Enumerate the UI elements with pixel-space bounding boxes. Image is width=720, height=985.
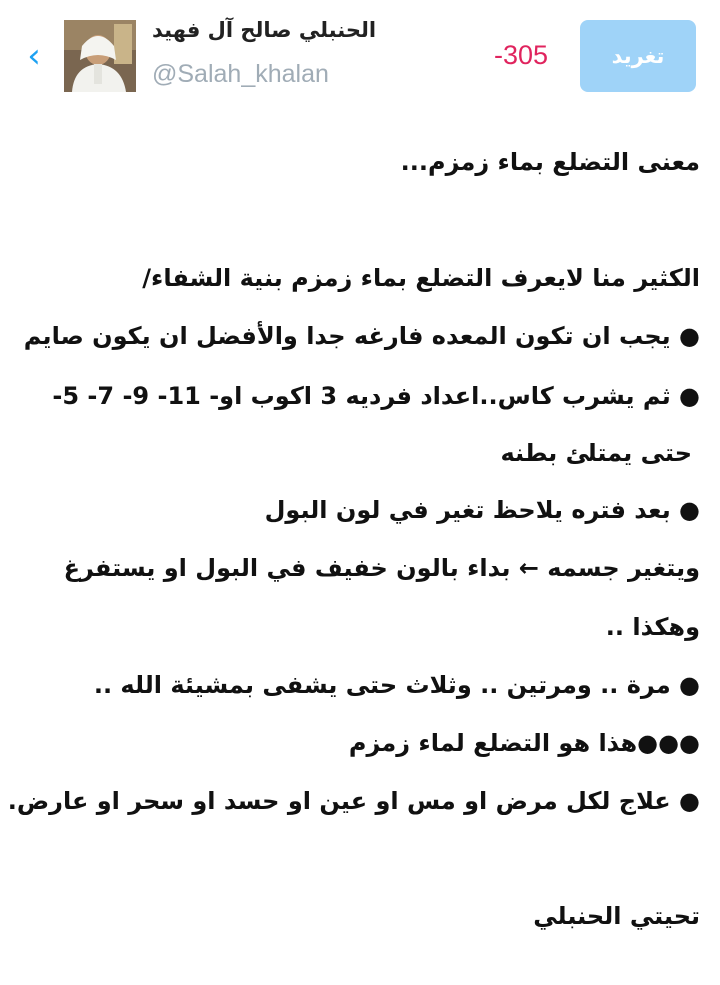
compose-header [0, 0, 720, 120]
tweet-line: ويتغير جسمه ← بداء بالون خفيف في البول او يستفرغ [63, 554, 700, 582]
tweet-line: الكثير منا لايعرف التضلع بماء زمزم بنية الشفاء/ [142, 264, 700, 292]
avatar-photo [64, 20, 136, 92]
tweet-line: ● بعد فتره يلاحظ تغير في لون البول [264, 496, 700, 524]
tweet-button[interactable]: تغريد [580, 20, 696, 92]
tweet-line: ● علاج لكل مرض او مس او عين او حسد او سحر او عارض. [7, 787, 700, 815]
character-counter: -305 [494, 40, 549, 70]
tweet-line: وهكذا .. [605, 613, 700, 641]
tweet-line: ● يجب ان تكون المعده فارغه جدا والأفضل ان يكون صايم [23, 322, 700, 350]
chevron-left-icon[interactable]: ‹ [27, 36, 41, 76]
tweet-line: حتى يمتلئ بطنه [500, 439, 692, 467]
tweet-line: ● مرة .. ومرتين .. وثلاث حتى يشفى بمشيئة الله .. [93, 671, 700, 699]
user-handle: @Salah_khalan [152, 60, 329, 88]
user-display-name: الحنبلي صالح آل فهيد [152, 18, 377, 42]
tweet-line: ● ثم يشرب كاس..اعداد فرديه 3 اكوب او- 11- 9- 7- 5- [52, 382, 700, 410]
tweet-line: تحيتي الحنبلي [533, 902, 700, 930]
tweet-line: ●●●هذا هو التضلع لماء زمزم [348, 729, 700, 757]
avatar [64, 20, 136, 92]
tweet-line: معنى التضلع بماء زمزم... [400, 148, 700, 176]
